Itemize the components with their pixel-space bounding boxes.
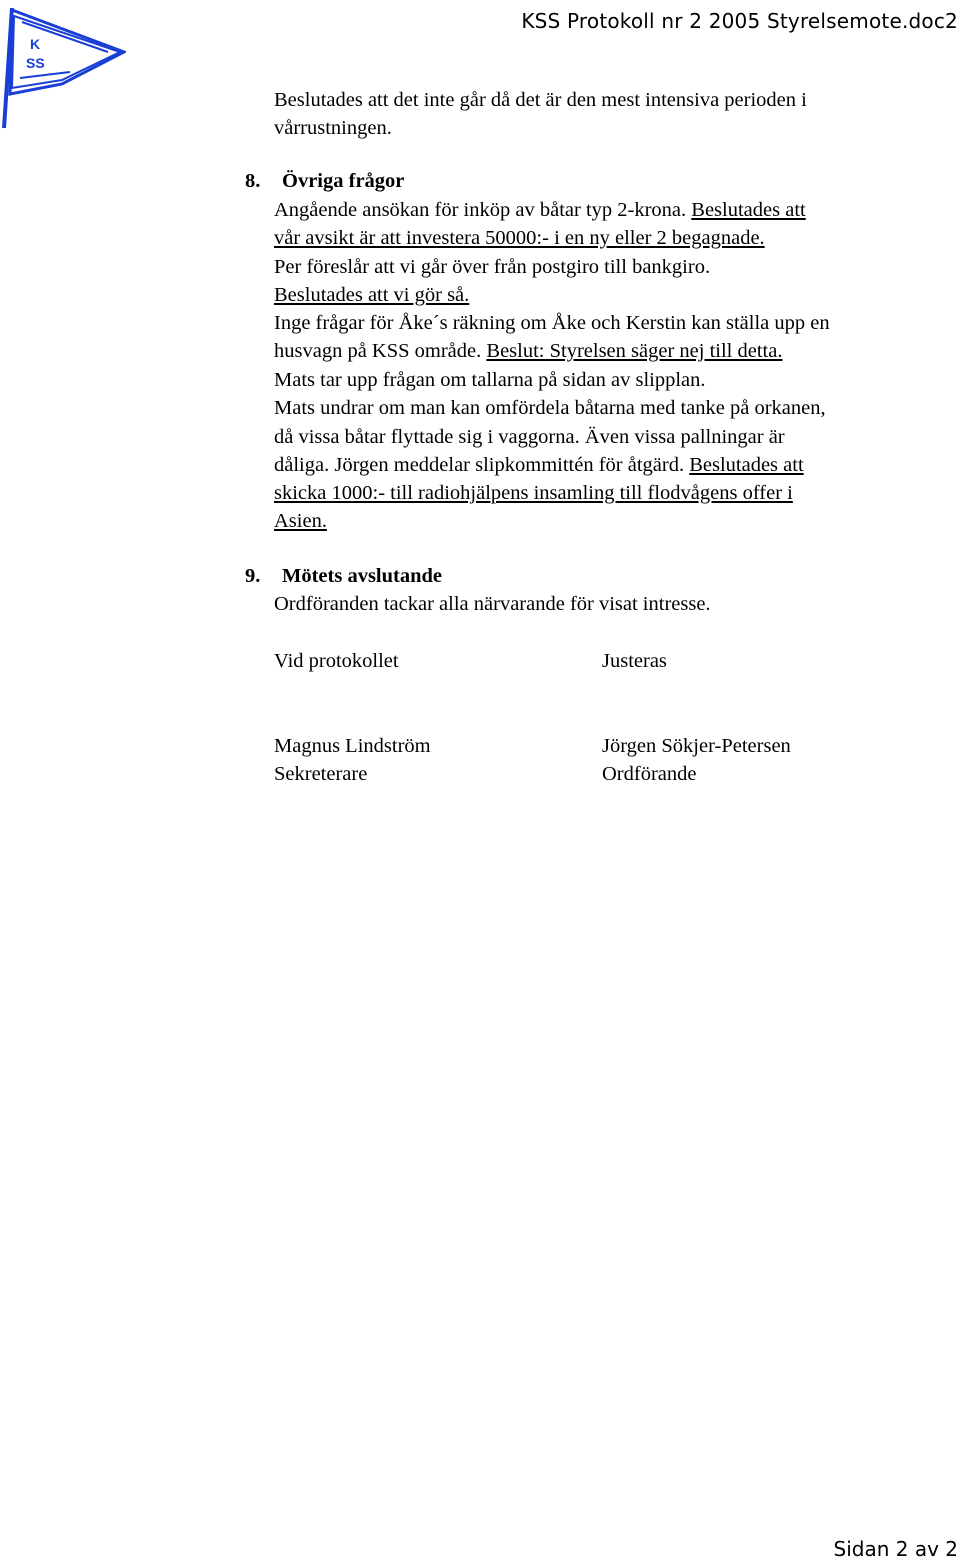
- text-segment: dåliga. Jörgen meddelar slipkommittén för åtgärd.: [274, 454, 690, 476]
- decision-text: Beslut: Styrelsen säger nej till detta.: [486, 340, 783, 362]
- section-8-line-5: Inge frågar för Åke´s räkning om Åke och Kerstin kan ställa upp en: [274, 312, 830, 334]
- intro-line-1: Beslutades att det inte går då det är den mest intensiva perioden i: [274, 89, 807, 111]
- section-8-line-4: Beslutades att vi gör så.: [274, 284, 470, 306]
- decision-text: Beslutades att: [691, 199, 806, 221]
- section-8-heading: Övriga frågor: [282, 170, 405, 192]
- section-9-heading: Mötets avslutande: [282, 565, 443, 587]
- signature-right-name: Jörgen Sökjer-Petersen: [602, 735, 791, 757]
- section-8-line-7: Mats tar upp frågan om tallarna på sidan av slipplan.: [274, 369, 706, 391]
- decision-text: Beslutades att: [689, 454, 804, 476]
- signature-left-name: Magnus Lindström: [274, 735, 431, 757]
- document-header-title: KSS Protokoll nr 2 2005 Styrelsemote.doc2: [521, 9, 958, 33]
- section-9-line-1: Ordföranden tackar alla närvarande för visat intresse.: [274, 593, 711, 615]
- section-8-line-1: [274, 196, 806, 224]
- text-segment: Angående ansökan för inköp av båtar typ 2-krona.: [274, 199, 692, 221]
- section-8-line-10: [274, 451, 804, 479]
- section-8-line-8: Mats undrar om man kan omfördela båtarna med tanke på orkanen,: [274, 397, 826, 419]
- kss-pennant-logo: [0, 2, 126, 130]
- text-segment: husvagn på KSS område.: [274, 340, 487, 362]
- intro-line-2: vårrustningen.: [274, 117, 392, 139]
- section-8-line-6: [274, 337, 782, 365]
- page-number-footer: Sidan 2 av 2: [833, 1537, 958, 1561]
- signature-right-role: Ordförande: [602, 763, 697, 785]
- section-9-number: 9.: [245, 565, 261, 587]
- logo-letters-ss: SS: [26, 55, 45, 71]
- signature-left-role: Sekreterare: [274, 763, 368, 785]
- section-8-line-12: Asien.: [274, 510, 327, 532]
- section-8-line-11: skicka 1000:- till radiohjälpens insamling till flodvågens offer i: [274, 482, 793, 504]
- section-8-number: 8.: [245, 170, 261, 192]
- signature-left-label: Vid protokollet: [274, 650, 399, 672]
- signature-right-label: Justeras: [602, 650, 667, 672]
- logo-letter-k: K: [30, 36, 41, 52]
- section-8-line-9: då vissa båtar flyttade sig i vaggorna. Även vissa pallningar är: [274, 426, 785, 448]
- section-8-line-3: Per föreslår att vi går över från postgiro till bankgiro.: [274, 256, 711, 278]
- section-8-line-2: vår avsikt är att investera 50000:- i en ny eller 2 begagnade.: [274, 227, 765, 249]
